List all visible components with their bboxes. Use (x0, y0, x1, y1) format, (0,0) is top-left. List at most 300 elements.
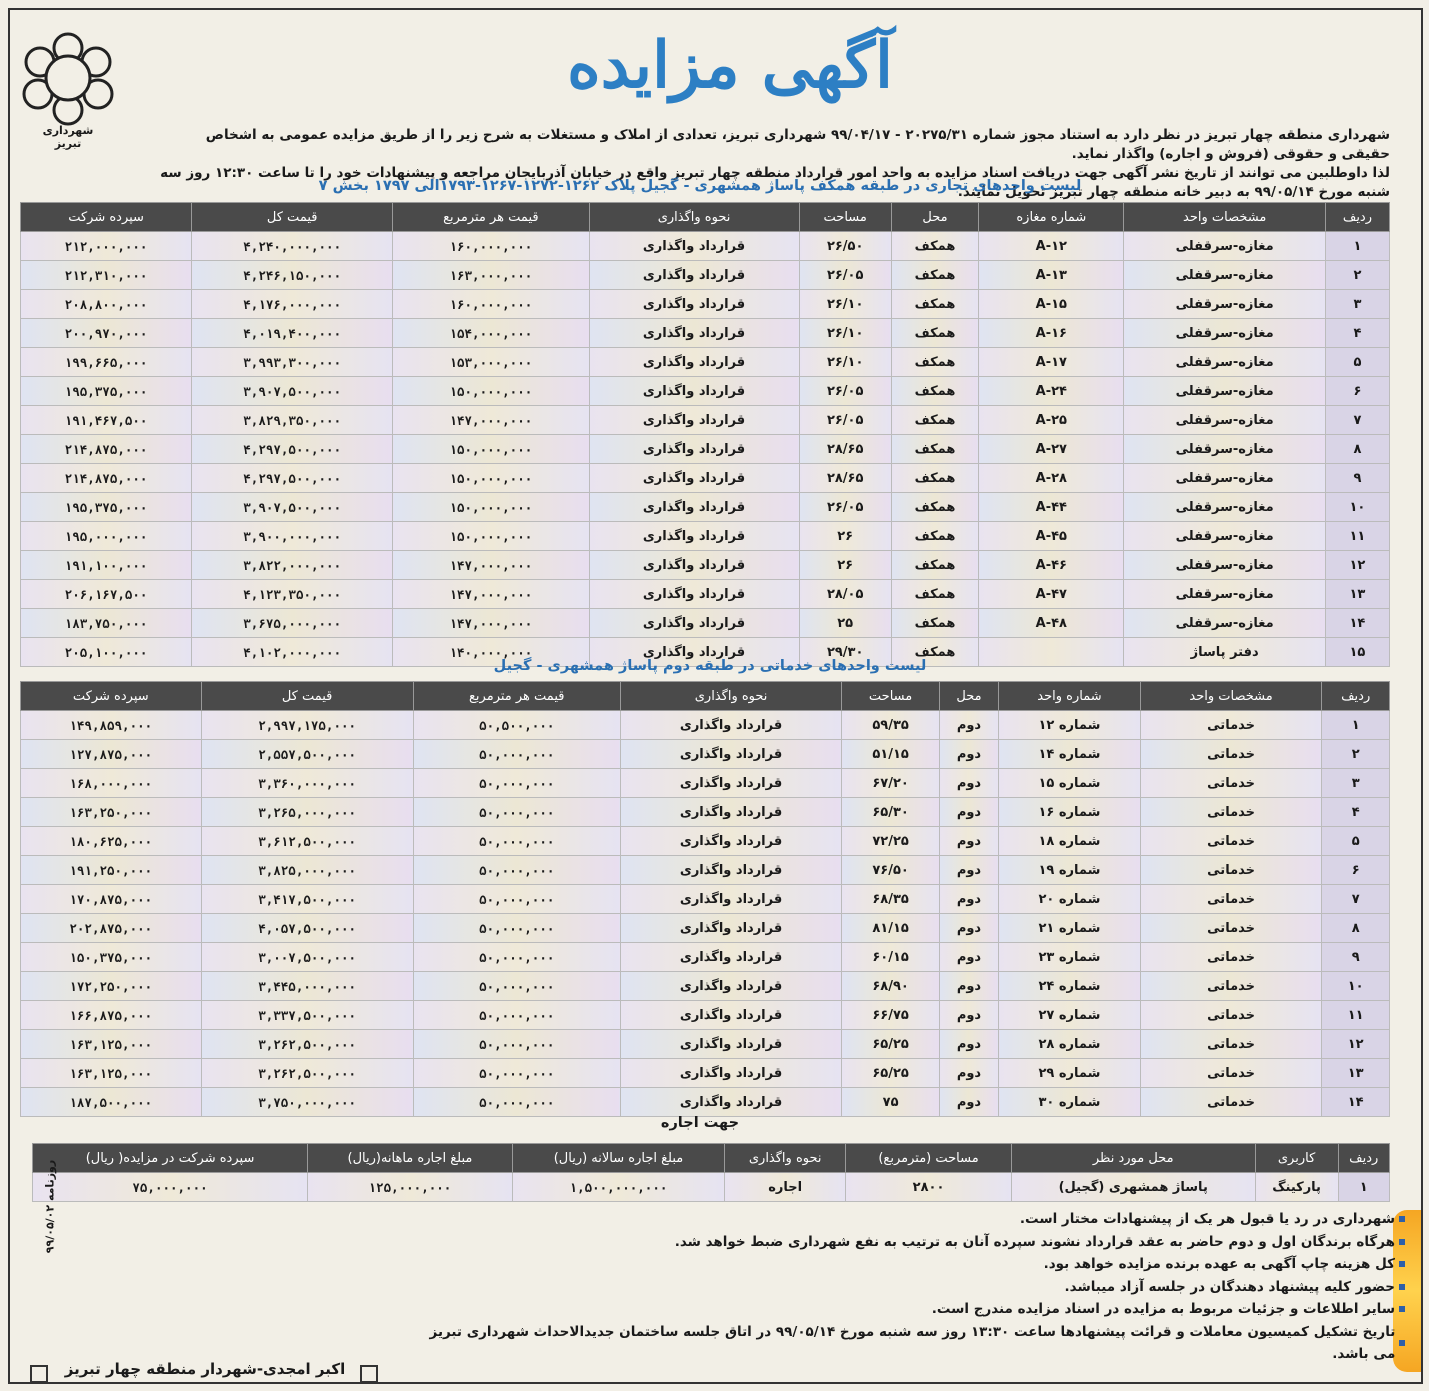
table-row (21, 914, 1390, 943)
table-cell: ۵۰,۰۰۰,۰۰۰ (413, 827, 620, 856)
logo-caption: شهرداری تبریز (42, 124, 94, 150)
table-cell: شماره ۲۴ (999, 972, 1141, 1001)
table-cell: همکف (891, 290, 978, 319)
table-cell: دفتر پاساژ (1124, 638, 1325, 667)
table-cell: ۲۶/۰۵ (799, 261, 891, 290)
table-cell: ۱۶۶,۸۷۵,۰۰۰ (21, 1001, 202, 1030)
table-cell: خدماتی (1140, 740, 1322, 769)
table-cell: ۲۹/۳۰ (799, 638, 891, 667)
table-cell: مغازه-سرقفلی (1124, 290, 1325, 319)
bullet-icon (1399, 1340, 1405, 1346)
table-cell: همکف (891, 377, 978, 406)
table-cell: قرارداد واگذاری (620, 769, 842, 798)
table-cell: همکف (891, 232, 978, 261)
column-header: قیمت کل (192, 203, 393, 232)
table-cell: قرارداد واگذاری (589, 464, 799, 493)
table-cell: ۲۸۰۰ (846, 1173, 1012, 1202)
table-cell: ۶ (1325, 377, 1389, 406)
table-cell: شماره ۲۳ (999, 943, 1141, 972)
table-cell: A-۱۳ (979, 261, 1124, 290)
table-cell: ۱۶۳,۱۲۵,۰۰۰ (21, 1059, 202, 1088)
table-cell: ۳,۹۰۰,۰۰۰,۰۰۰ (192, 522, 393, 551)
table-cell: مغازه-سرقفلی (1124, 493, 1325, 522)
note-text: تاریخ تشکیل کمیسیون معاملات و قرائت پیشنهادها ساعت ۱۳:۳۰ روز سه شنبه مورخ ۹۹/۰۵/۱۴ در اتاق جلسه ساختمان جدیدالاحداث شهرداری تبریز می باشد. (429, 1323, 1396, 1362)
table-cell: ۲۰۸,۸۰۰,۰۰۰ (21, 290, 192, 319)
table-cell: ۶۸/۳۵ (842, 885, 939, 914)
table-cell: ۵۰,۰۰۰,۰۰۰ (413, 769, 620, 798)
table-cell: ۵۰,۵۰۰,۰۰۰ (413, 711, 620, 740)
service-units-table (20, 681, 1390, 1117)
table-cell: قرارداد واگذاری (620, 856, 842, 885)
table-cell: ۴ (1322, 798, 1390, 827)
table-cell: دوم (939, 827, 998, 856)
table-cell: شماره ۱۴ (999, 740, 1141, 769)
table-cell: قرارداد واگذاری (589, 493, 799, 522)
table-cell: ۳,۳۶۰,۰۰۰,۰۰۰ (201, 769, 413, 798)
table-cell: ۱۱ (1325, 522, 1389, 551)
table-cell: پاساژ همشهری (گجیل) (1011, 1173, 1255, 1202)
table-cell: مغازه-سرقفلی (1124, 580, 1325, 609)
note-item (420, 1253, 1405, 1276)
table-cell: ۱۵۰,۰۰۰,۰۰۰ (393, 435, 589, 464)
table-cell: ۱۲ (1325, 551, 1389, 580)
intro-paragraph: شهرداری منطقه چهار تبریز در نظر دارد به استناد مجوز شماره ۲۰۲۷۵/۳۱ - ۹۹/۰۴/۱۷ شهرداری تبریز، تعدادی از املاک و مستغلات به شرح زیر را از طریق مزایده عمومی به اشخاص حقیقی و حقوقی (فروش و اجاره) واگذار نماید. (205, 127, 1390, 162)
table-row (21, 798, 1390, 827)
column-header: ردیف (1322, 682, 1390, 711)
table-cell: ۲۶/۱۰ (799, 348, 891, 377)
table-cell: A-۱۷ (979, 348, 1124, 377)
table-row (21, 493, 1390, 522)
table-cell: ۲۰۵,۱۰۰,۰۰۰ (21, 638, 192, 667)
table-cell: A-۴۸ (979, 609, 1124, 638)
table-cell: ۱۴۷,۰۰۰,۰۰۰ (393, 551, 589, 580)
table-cell: ۷۲/۲۵ (842, 827, 939, 856)
table-cell: شماره ۱۸ (999, 827, 1141, 856)
table-row (21, 464, 1390, 493)
table-cell: ۵ (1322, 827, 1390, 856)
table-cell: ۶۸/۹۰ (842, 972, 939, 1001)
table-cell: ۱۸۰,۶۲۵,۰۰۰ (21, 827, 202, 856)
table-cell: ۱۹۵,۳۷۵,۰۰۰ (21, 377, 192, 406)
table-cell: شماره ۲۹ (999, 1059, 1141, 1088)
table-cell: مغازه-سرقفلی (1124, 348, 1325, 377)
table-row (21, 943, 1390, 972)
table-cell: دوم (939, 1059, 998, 1088)
table-cell: قرارداد واگذاری (620, 885, 842, 914)
table-row (21, 290, 1390, 319)
table-cell: همکف (891, 319, 978, 348)
table-cell: ۱۵۰,۰۰۰,۰۰۰ (393, 522, 589, 551)
table-cell: ۲۰۰,۹۷۰,۰۰۰ (21, 319, 192, 348)
table-cell: خدماتی (1140, 943, 1322, 972)
table-cell: ۱۶۳,۲۵۰,۰۰۰ (21, 798, 202, 827)
table-cell: A-۲۷ (979, 435, 1124, 464)
table-row (21, 261, 1390, 290)
table-cell: ۳,۸۲۵,۰۰۰,۰۰۰ (201, 856, 413, 885)
table-row (21, 769, 1390, 798)
table-cell: قرارداد واگذاری (620, 740, 842, 769)
table-cell: شماره ۲۷ (999, 1001, 1141, 1030)
note-item (420, 1321, 1405, 1366)
table-cell: ۱۹۱,۲۵۰,۰۰۰ (21, 856, 202, 885)
table-cell: ۲۸/۶۵ (799, 435, 891, 464)
table-cell: ۵۹/۳۵ (842, 711, 939, 740)
table-cell: مغازه-سرقفلی (1124, 377, 1325, 406)
table-cell: ۴,۰۵۷,۵۰۰,۰۰۰ (201, 914, 413, 943)
table-cell: ۱۵۰,۳۷۵,۰۰۰ (21, 943, 202, 972)
table-cell: ۱۵۳,۰۰۰,۰۰۰ (393, 348, 589, 377)
table-cell: ۲۶/۵۰ (799, 232, 891, 261)
table-cell: ۱۴۹,۸۵۹,۰۰۰ (21, 711, 202, 740)
table-cell: خدماتی (1140, 798, 1322, 827)
table-row (21, 1030, 1390, 1059)
table-cell: ۱۲۷,۸۷۵,۰۰۰ (21, 740, 202, 769)
table-cell: ۴,۱۷۶,۰۰۰,۰۰۰ (192, 290, 393, 319)
table-cell: ۴,۲۹۷,۵۰۰,۰۰۰ (192, 464, 393, 493)
column-header: محل (891, 203, 978, 232)
table-row (21, 406, 1390, 435)
commercial-units-heading: لیست واحدهای تجاری در طبقه همکف پاساژ همشهری - گجیل پلاک ۱۲۶۲-۱۲۷۲-۱۲۶۷-۱۷۹۳الی ۱۷۹۷ بخش ۷ (318, 178, 1082, 194)
table-cell: ۴,۰۱۹,۴۰۰,۰۰۰ (192, 319, 393, 348)
table-cell: ۲۶/۰۵ (799, 493, 891, 522)
table-cell: A-۴۶ (979, 551, 1124, 580)
table-cell: شماره ۲۱ (999, 914, 1141, 943)
table-cell: خدماتی (1140, 972, 1322, 1001)
table-cell: همکف (891, 609, 978, 638)
column-header: قیمت هر مترمربع (413, 682, 620, 711)
bullet-icon (1399, 1284, 1405, 1290)
table-cell: ۵۰,۰۰۰,۰۰۰ (413, 943, 620, 972)
table-cell: قرارداد واگذاری (620, 1088, 842, 1117)
table-cell: ۱۴۰,۰۰۰,۰۰۰ (393, 638, 589, 667)
table-cell: خدماتی (1140, 827, 1322, 856)
table-row (21, 885, 1390, 914)
table-cell: ۷ (1325, 406, 1389, 435)
table-cell: خدماتی (1140, 1059, 1322, 1088)
table-cell: ۶۵/۲۵ (842, 1030, 939, 1059)
table-cell: دوم (939, 1088, 998, 1117)
table-cell: شماره ۱۹ (999, 856, 1141, 885)
table-cell: ۲۶/۱۰ (799, 290, 891, 319)
table-cell: ۱۲ (1322, 1030, 1390, 1059)
bullet-icon (1399, 1261, 1405, 1267)
table-cell: ۵۰,۰۰۰,۰۰۰ (413, 1059, 620, 1088)
table-cell: همکف (891, 261, 978, 290)
table-cell: ۸ (1322, 914, 1390, 943)
table-cell: ۳,۹۰۷,۵۰۰,۰۰۰ (192, 493, 393, 522)
table-cell: قرارداد واگذاری (620, 972, 842, 1001)
table-cell: قرارداد واگذاری (589, 609, 799, 638)
table-cell: قرارداد واگذاری (620, 711, 842, 740)
column-header: سپرده شرکت (21, 203, 192, 232)
table-cell: A-۲۴ (979, 377, 1124, 406)
table-cell: دوم (939, 798, 998, 827)
table-cell: ۵۰,۰۰۰,۰۰۰ (413, 914, 620, 943)
table-cell: قرارداد واگذاری (589, 290, 799, 319)
table-cell: ۱۰ (1322, 972, 1390, 1001)
table-cell: مغازه-سرقفلی (1124, 522, 1325, 551)
table-cell: ۳,۹۹۳,۳۰۰,۰۰۰ (192, 348, 393, 377)
table-cell: ۱۹۱,۴۶۷,۵۰۰ (21, 406, 192, 435)
table-cell: قرارداد واگذاری (589, 319, 799, 348)
table-cell: ۱۸۳,۷۵۰,۰۰۰ (21, 609, 192, 638)
table-cell: ۳,۲۶۵,۰۰۰,۰۰۰ (201, 798, 413, 827)
table-cell: ۴ (1325, 319, 1389, 348)
table-cell: خدماتی (1140, 914, 1322, 943)
table-cell: ۲۸/۶۵ (799, 464, 891, 493)
table-cell: ۶۶/۷۵ (842, 1001, 939, 1030)
intro-paragraph: لذا داوطلبین می توانند از تاریخ نشر آگهی جهت دریافت اسناد مزایده به واحد امور قرارداد منطقه چهار تبریز واقع در خیابان آذربایجان مراجعه و پیشنهادات خود را تا ساعت ۱۲:۳۰ روز سه شنبه مورخ ۹۹/۰۵/۱۴ به دبیر خانه منطقه چهار تبریز تحویل نمایند. (160, 165, 1390, 200)
table-cell: همکف (891, 638, 978, 667)
table-cell: ۳,۸۲۲,۰۰۰,۰۰۰ (192, 551, 393, 580)
table-cell: ۱ (1338, 1173, 1390, 1202)
table-cell: ۱۴۷,۰۰۰,۰۰۰ (393, 580, 589, 609)
table-cell: ۹ (1322, 943, 1390, 972)
table-cell: ۵۰,۰۰۰,۰۰۰ (413, 856, 620, 885)
table-cell: ۳,۶۱۲,۵۰۰,۰۰۰ (201, 827, 413, 856)
table-row (21, 972, 1390, 1001)
table-cell: ۱۰ (1325, 493, 1389, 522)
table-cell: شماره ۱۶ (999, 798, 1141, 827)
table-cell: ۵۰,۰۰۰,۰۰۰ (413, 798, 620, 827)
column-header: ردیف (1325, 203, 1389, 232)
table-cell: همکف (891, 406, 978, 435)
column-header: ردیف (1338, 1144, 1390, 1173)
table-cell: ۱۶۰,۰۰۰,۰۰۰ (393, 232, 589, 261)
table-row (21, 377, 1390, 406)
note-text: سایر اطلاعات و جزئیات مربوط به مزایده در اسناد مزایده مندرج است. (931, 1301, 1395, 1317)
table-row (21, 1001, 1390, 1030)
table-cell: ۳ (1325, 290, 1389, 319)
table-cell: ۶ (1322, 856, 1390, 885)
table-cell: A-۱۵ (979, 290, 1124, 319)
table-cell: ۳,۸۲۹,۳۵۰,۰۰۰ (192, 406, 393, 435)
table-cell: دوم (939, 1030, 998, 1059)
table-cell: ۱۵۰,۰۰۰,۰۰۰ (393, 493, 589, 522)
table-cell: ۲۶/۱۰ (799, 319, 891, 348)
column-header: شماره واحد (999, 682, 1141, 711)
table-cell: ۱۵ (1325, 638, 1389, 667)
table-cell: ۱۳ (1322, 1059, 1390, 1088)
table-cell: قرارداد واگذاری (589, 348, 799, 377)
table-cell: ۲۰۶,۱۶۷,۵۰۰ (21, 580, 192, 609)
table-cell: خدماتی (1140, 711, 1322, 740)
table-cell: A-۴۷ (979, 580, 1124, 609)
table-cell: A-۱۲ (979, 232, 1124, 261)
table-cell: A-۲۸ (979, 464, 1124, 493)
table-cell: ۱۵۰,۰۰۰,۰۰۰ (393, 377, 589, 406)
table-cell: خدماتی (1140, 1030, 1322, 1059)
table-cell: شماره ۲۸ (999, 1030, 1141, 1059)
note-item (420, 1208, 1405, 1231)
table-cell: ۲۱۲,۳۱۰,۰۰۰ (21, 261, 192, 290)
table-cell: پارکینگ (1255, 1173, 1338, 1202)
table-cell: ۵۰,۰۰۰,۰۰۰ (413, 972, 620, 1001)
table-cell: قرارداد واگذاری (589, 232, 799, 261)
table-cell: ۱۵۴,۰۰۰,۰۰۰ (393, 319, 589, 348)
table-cell: قرارداد واگذاری (620, 914, 842, 943)
table-cell: ۳,۲۶۲,۵۰۰,۰۰۰ (201, 1030, 413, 1059)
table-cell: ۱۶۳,۱۲۵,۰۰۰ (21, 1030, 202, 1059)
table-cell: دوم (939, 856, 998, 885)
table-cell: ۳,۰۰۷,۵۰۰,۰۰۰ (201, 943, 413, 972)
table-cell: همکف (891, 522, 978, 551)
table-cell: A-۲۵ (979, 406, 1124, 435)
table-cell: شماره ۲۰ (999, 885, 1141, 914)
table-cell: A-۴۵ (979, 522, 1124, 551)
table-cell: اجاره (725, 1173, 846, 1202)
table-row (21, 522, 1390, 551)
table-cell: ۱۶۸,۰۰۰,۰۰۰ (21, 769, 202, 798)
table-cell: ۸ (1325, 435, 1389, 464)
newspaper-date: روزنامه ۹۹/۰۵/۰۲ (43, 1159, 57, 1254)
table-cell: ۲۵ (799, 609, 891, 638)
table-cell: خدماتی (1140, 769, 1322, 798)
table-cell: ۶۰/۱۵ (842, 943, 939, 972)
column-header: قیمت کل (201, 682, 413, 711)
table-cell: ۵۱/۱۵ (842, 740, 939, 769)
column-header: نحوه واگذاری (589, 203, 799, 232)
table-cell: ۳,۹۰۷,۵۰۰,۰۰۰ (192, 377, 393, 406)
table-cell: ۱۹۵,۰۰۰,۰۰۰ (21, 522, 192, 551)
table-cell: خدماتی (1140, 856, 1322, 885)
table-cell: ۳,۴۴۵,۰۰۰,۰۰۰ (201, 972, 413, 1001)
table-cell: دوم (939, 972, 998, 1001)
table-cell: مغازه-سرقفلی (1124, 551, 1325, 580)
table-cell: مغازه-سرقفلی (1124, 261, 1325, 290)
table-cell: ۴,۲۴۰,۰۰۰,۰۰۰ (192, 232, 393, 261)
column-header: قیمت هر مترمربع (393, 203, 589, 232)
service-units-heading: لیست واحدهای خدماتی در طبقه دوم پاساژ همشهری - گجیل (493, 658, 927, 674)
bullet-icon (1399, 1306, 1405, 1312)
table-cell: A-۴۴ (979, 493, 1124, 522)
note-text: کل هزینه چاپ آگهی به عهده برنده مزایده خواهد بود. (1043, 1256, 1395, 1272)
table-cell: ۱۴ (1322, 1088, 1390, 1117)
signature: اکبر امجدی-شهردار منطقه چهار تبریز (64, 1360, 346, 1378)
table-cell: ۱۶۳,۰۰۰,۰۰۰ (393, 261, 589, 290)
table-cell: ۱۳ (1325, 580, 1389, 609)
table-cell: مغازه-سرقفلی (1124, 232, 1325, 261)
table-cell: قرارداد واگذاری (589, 638, 799, 667)
table-cell: قرارداد واگذاری (620, 827, 842, 856)
table-cell: ۲,۹۹۷,۱۷۵,۰۰۰ (201, 711, 413, 740)
table-cell: قرارداد واگذاری (620, 798, 842, 827)
table-cell: قرارداد واگذاری (589, 406, 799, 435)
table-cell: ۱۹۱,۱۰۰,۰۰۰ (21, 551, 192, 580)
table-cell: ۲۶/۰۵ (799, 377, 891, 406)
table-row (21, 551, 1390, 580)
table-cell: ۳,۶۷۵,۰۰۰,۰۰۰ (192, 609, 393, 638)
table-cell: ۱۹۹,۶۶۵,۰۰۰ (21, 348, 192, 377)
table-cell: ۱۲۵,۰۰۰,۰۰۰ (308, 1173, 513, 1202)
table-cell: ۱,۵۰۰,۰۰۰,۰۰۰ (512, 1173, 724, 1202)
note-text: حضور کلیه پیشنهاد دهندگان در جلسه آزاد میباشد. (1064, 1278, 1395, 1295)
table-cell: قرارداد واگذاری (589, 435, 799, 464)
table-cell: ۶۷/۲۰ (842, 769, 939, 798)
bullet-icon (1399, 1239, 1405, 1245)
table-cell: ۲ (1322, 740, 1390, 769)
table-cell: مغازه-سرقفلی (1124, 319, 1325, 348)
table-cell: ۵ (1325, 348, 1389, 377)
table-cell: ۴,۲۴۶,۱۵۰,۰۰۰ (192, 261, 393, 290)
table-cell: ۷ (1322, 885, 1390, 914)
table-row (21, 856, 1390, 885)
note-item (420, 1231, 1405, 1254)
table-cell: ۵۰,۰۰۰,۰۰۰ (413, 1088, 620, 1117)
table-cell: ۱۵۰,۰۰۰,۰۰۰ (393, 464, 589, 493)
column-header: محل مورد نظر (1011, 1144, 1255, 1173)
table-cell: ۲۱۲,۰۰۰,۰۰۰ (21, 232, 192, 261)
table-cell: ۷۵ (842, 1088, 939, 1117)
rent-table (32, 1143, 1390, 1202)
table-cell: همکف (891, 435, 978, 464)
table-cell: ۴,۱۲۳,۳۵۰,۰۰۰ (192, 580, 393, 609)
table-cell: ۳,۲۶۲,۵۰۰,۰۰۰ (201, 1059, 413, 1088)
table-cell: ۳,۷۵۰,۰۰۰,۰۰۰ (201, 1088, 413, 1117)
table-cell: همکف (891, 580, 978, 609)
table-cell: ۲۶/۰۵ (799, 406, 891, 435)
table-cell: شماره ۱۲ (999, 711, 1141, 740)
table-cell: مغازه-سرقفلی (1124, 609, 1325, 638)
column-header: سپرده شرکت (21, 682, 202, 711)
table-cell: ۱۴ (1325, 609, 1389, 638)
column-header: نحوه واگذاری (725, 1144, 846, 1173)
column-header: مشخصات واحد (1140, 682, 1322, 711)
table-cell: ۱۶۰,۰۰۰,۰۰۰ (393, 290, 589, 319)
table-cell: ۲۸/۰۵ (799, 580, 891, 609)
table-cell: قرارداد واگذاری (589, 551, 799, 580)
table-cell: همکف (891, 348, 978, 377)
table-cell: دوم (939, 711, 998, 740)
table-cell: شماره ۱۵ (999, 769, 1141, 798)
table-cell: همکف (891, 551, 978, 580)
column-header: مبلغ اجاره سالانه (ریال) (512, 1144, 724, 1173)
table-cell: مغازه-سرقفلی (1124, 464, 1325, 493)
table-cell: ۶۵/۳۰ (842, 798, 939, 827)
column-header: مساحت (مترمربع) (846, 1144, 1012, 1173)
column-header: مبلغ اجاره ماهانه(ریال) (308, 1144, 513, 1173)
table-row (21, 1059, 1390, 1088)
table-cell: شماره ۳۰ (999, 1088, 1141, 1117)
column-header: مساحت (799, 203, 891, 232)
table-cell: ۳ (1322, 769, 1390, 798)
column-header: نحوه واگذاری (620, 682, 842, 711)
table-cell: دوم (939, 914, 998, 943)
note-item (420, 1276, 1405, 1299)
table-row (21, 348, 1390, 377)
table-cell: ۴,۲۹۷,۵۰۰,۰۰۰ (192, 435, 393, 464)
table-cell: دوم (939, 740, 998, 769)
table-row (21, 827, 1390, 856)
column-header: کاربری (1255, 1144, 1338, 1173)
table-cell: ۲۶ (799, 551, 891, 580)
table-row (21, 435, 1390, 464)
table-row (33, 1173, 1390, 1202)
table-cell: همکف (891, 493, 978, 522)
table-cell: قرارداد واگذاری (589, 261, 799, 290)
table-cell: ۱۴۷,۰۰۰,۰۰۰ (393, 406, 589, 435)
bullet-icon (1399, 1216, 1405, 1222)
table-cell: خدماتی (1140, 1001, 1322, 1030)
table-cell: مغازه-سرقفلی (1124, 435, 1325, 464)
column-header: سپرده شرکت در مزایده( ریال) (33, 1144, 308, 1173)
column-header: محل (939, 682, 998, 711)
table-cell: ۶۵/۲۵ (842, 1059, 939, 1088)
table-cell: ۲ (1325, 261, 1389, 290)
table-cell: ۵۰,۰۰۰,۰۰۰ (413, 1030, 620, 1059)
table-cell: همکف (891, 464, 978, 493)
table-cell: ۲,۵۵۷,۵۰۰,۰۰۰ (201, 740, 413, 769)
